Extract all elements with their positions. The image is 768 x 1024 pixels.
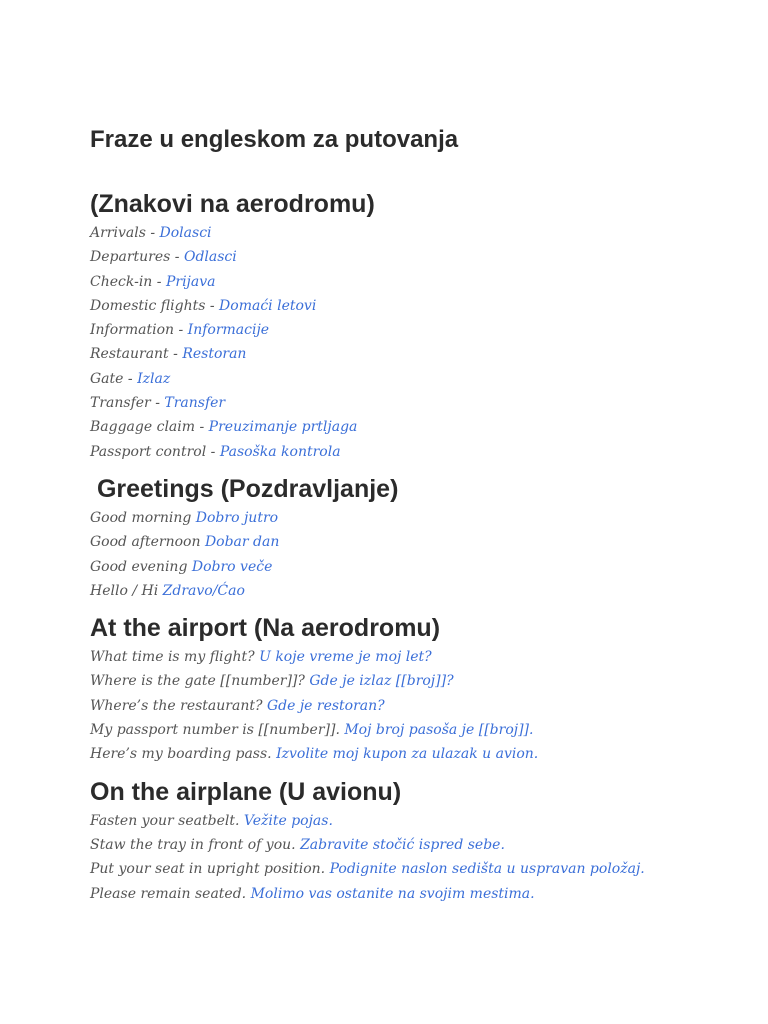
- phrase-line: [90, 270, 730, 294]
- english-phrase: Here’s my boarding pass.: [90, 746, 272, 763]
- phrase-line: [90, 440, 730, 464]
- english-phrase: Where’s the restaurant?: [90, 697, 263, 714]
- serbian-translation: Domaći letovi: [219, 297, 317, 314]
- serbian-translation: Podignite naslon sedišta u uspravan položaj.: [329, 861, 645, 878]
- section-greetings: [90, 464, 730, 603]
- serbian-translation: Molimo vas ostanite na svojim mestima.: [250, 885, 535, 902]
- page-title: Fraze u engleskom za putovanja: [90, 126, 459, 153]
- english-phrase: What time is my flight?: [90, 649, 255, 666]
- english-phrase: Hello / Hi: [90, 582, 159, 599]
- serbian-translation: Izlaz: [137, 370, 171, 387]
- serbian-translation: Moj broj pasoša je [[broj]].: [344, 722, 534, 739]
- serbian-translation: Pasoška kontrola: [219, 443, 341, 460]
- phrase-separator: -: [152, 273, 166, 290]
- section-on-the-airplane: [90, 767, 730, 906]
- section-airport-signs: [90, 187, 730, 464]
- english-phrase: Check-in: [90, 273, 153, 290]
- phrase-line: [90, 367, 730, 391]
- phrase-line: [90, 506, 730, 530]
- phrase-separator: -: [174, 322, 188, 339]
- serbian-translation: Transfer: [164, 395, 226, 412]
- phrase-line: [90, 221, 730, 245]
- phrase-line: [90, 882, 730, 906]
- english-phrase: Passport control: [90, 443, 207, 460]
- phrase-line: [90, 857, 730, 881]
- english-phrase: My passport number is [[number]].: [90, 722, 340, 739]
- serbian-translation: U koje vreme je moj let?: [259, 649, 432, 666]
- english-phrase: Gate: [90, 370, 124, 387]
- english-phrase: Restaurant: [90, 346, 169, 363]
- serbian-translation: Restoran: [182, 346, 247, 363]
- serbian-translation: Izvolite moj kupon za ulazak u avion.: [276, 746, 539, 763]
- english-phrase: Domestic flights: [90, 297, 206, 314]
- phrase-line: [90, 579, 730, 603]
- phrase-separator: -: [168, 346, 183, 363]
- phrase-line: [90, 415, 730, 439]
- english-phrase: Where is the gate [[number]]?: [90, 673, 305, 690]
- english-phrase: Arrivals: [90, 225, 146, 241]
- phrase-separator: -: [145, 225, 160, 241]
- english-phrase: Please remain seated.: [90, 885, 247, 902]
- english-phrase: Departures: [90, 249, 171, 266]
- phrase-line: [90, 391, 730, 415]
- phrase-line: [90, 809, 730, 833]
- section-at-the-airport: [90, 603, 730, 766]
- phrase-separator: -: [170, 249, 184, 266]
- section-heading: Greetings (Pozdravljanje): [90, 474, 399, 503]
- phrase-line: [90, 530, 730, 554]
- english-phrase: Information: [90, 322, 175, 339]
- serbian-translation: Zdravo/Ćao: [162, 582, 245, 599]
- english-phrase: Fasten your seatbelt.: [90, 812, 240, 829]
- phrase-line: [90, 742, 730, 766]
- english-phrase: Good morning: [90, 509, 192, 526]
- phrase-line: [90, 555, 730, 579]
- phrase-line: [90, 294, 730, 318]
- serbian-translation: Gde je restoran?: [266, 697, 385, 714]
- document-page: [90, 122, 730, 906]
- english-phrase: Good evening: [90, 558, 188, 575]
- section-heading: At the airport (Na aerodromu): [90, 614, 441, 643]
- phrase-line: [90, 694, 730, 718]
- english-phrase: Put your seat in upright position.: [90, 861, 326, 878]
- phrase-separator: -: [123, 370, 138, 387]
- phrase-separator: -: [205, 297, 220, 314]
- phrase-line: [90, 342, 730, 366]
- phrase-line: [90, 718, 730, 742]
- serbian-translation: Dobro veče: [191, 558, 273, 575]
- serbian-translation: Prijava: [165, 273, 216, 290]
- section-spacer: [90, 464, 730, 472]
- serbian-translation: Zabravite stočić ispred sebe.: [300, 836, 505, 853]
- english-phrase: Staw the tray in front of you.: [90, 836, 296, 853]
- serbian-translation: Odlasci: [183, 249, 237, 266]
- sections-container: [90, 187, 730, 906]
- phrase-line: [90, 645, 730, 669]
- serbian-translation: Dobro jutro: [195, 509, 279, 526]
- serbian-translation: Gde je izlaz [[broj]]?: [309, 673, 454, 690]
- title-spacer: [90, 158, 730, 187]
- phrase-separator: -: [150, 395, 165, 412]
- phrase-separator: -: [195, 419, 209, 436]
- serbian-translation: Informacije: [187, 322, 270, 339]
- phrase-line: [90, 669, 730, 693]
- english-phrase: Transfer: [90, 395, 151, 412]
- english-phrase: Baggage claim: [90, 419, 196, 436]
- section-spacer: [90, 603, 730, 611]
- section-heading: On the airplane (U avionu): [90, 777, 402, 806]
- section-spacer: [90, 767, 730, 775]
- serbian-translation: Preuzimanje prtljaga: [208, 419, 358, 436]
- phrase-line: [90, 245, 730, 269]
- serbian-translation: Dobar dan: [204, 534, 280, 551]
- phrase-separator: -: [206, 443, 220, 460]
- english-phrase: Good afternoon: [90, 534, 201, 551]
- phrase-line: [90, 318, 730, 342]
- serbian-translation: Dolasci: [159, 225, 212, 241]
- section-heading: (Znakovi na aerodromu): [90, 190, 375, 218]
- serbian-translation: Vežite pojas.: [243, 812, 333, 829]
- phrase-line: [90, 833, 730, 857]
